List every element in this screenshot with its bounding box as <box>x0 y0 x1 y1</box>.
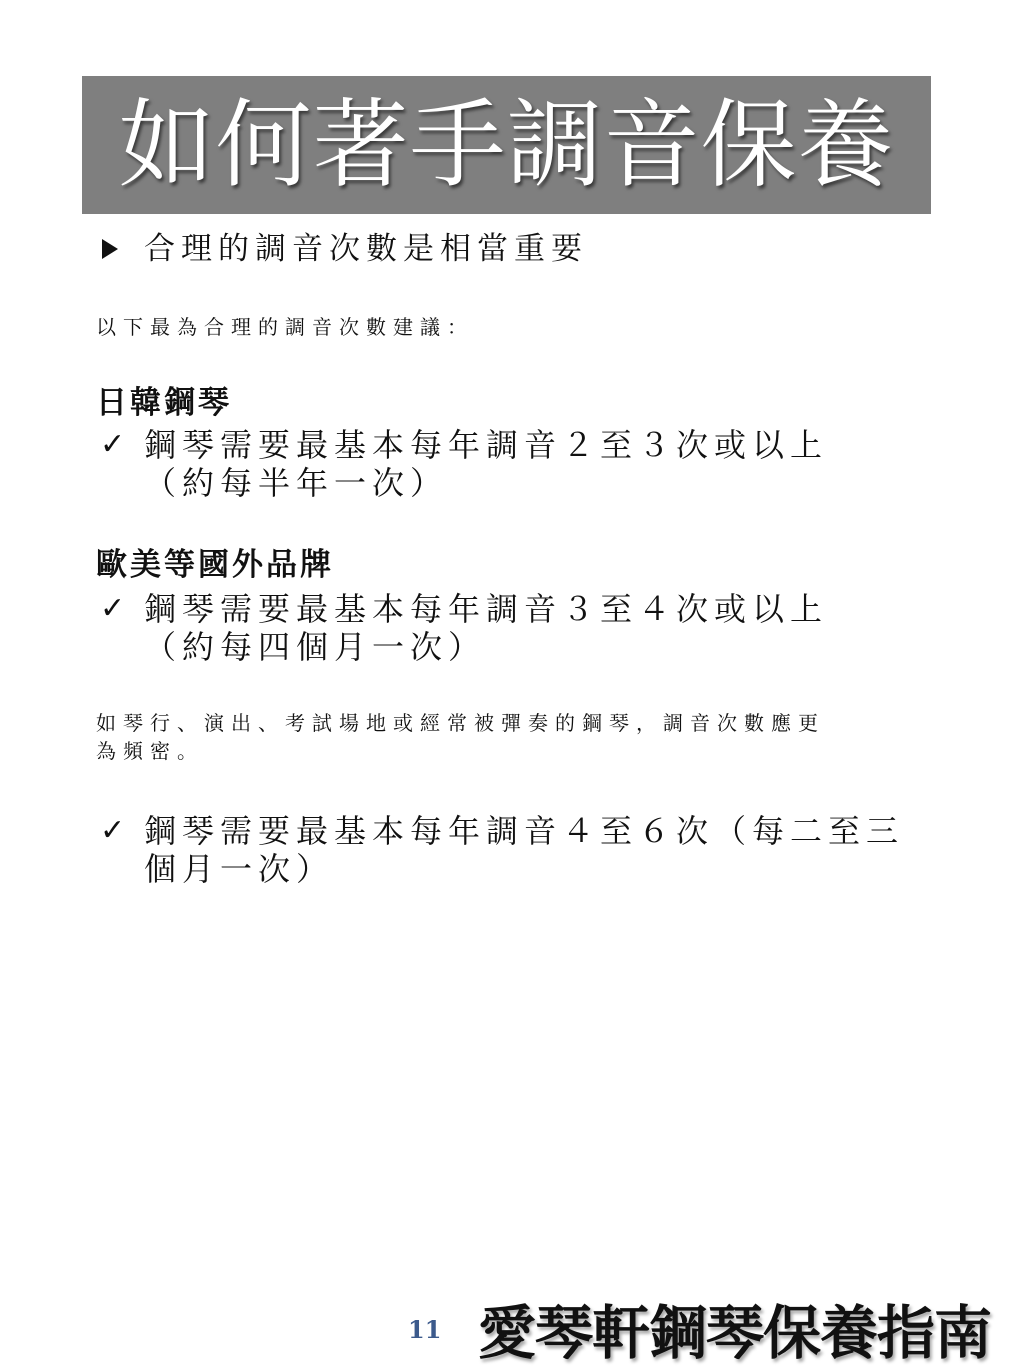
special-note-line: 為頻密。 <box>96 739 204 763</box>
check-item-japan-korea <box>100 426 900 502</box>
arrow-bullet-icon <box>102 239 118 259</box>
section-heading-western: 歐美等國外品牌 <box>96 547 334 583</box>
check-item-line: 鋼琴需要最基本每年調音２至３次或以上 <box>144 426 829 464</box>
check-icon: ✓ <box>100 591 126 626</box>
intro-bullet <box>100 231 588 267</box>
check-item-western <box>100 590 900 666</box>
check-item-special <box>100 812 980 888</box>
brand-footer: 愛琴軒鋼琴保養指南 <box>478 1299 992 1367</box>
check-item-line: （約每半年一次） <box>144 464 449 502</box>
title-banner <box>82 76 931 214</box>
special-note-line: 如琴行、演出、考試場地或經常被彈奏的鋼琴，調音次數應更 <box>96 711 825 735</box>
check-item-line: 鋼琴需要最基本每年調音３至４次或以上 <box>144 590 829 628</box>
check-item-line: （約每四個月一次） <box>144 628 487 666</box>
check-item-line: 個月一次） <box>144 850 335 888</box>
special-note <box>96 709 825 765</box>
check-icon: ✓ <box>100 813 126 848</box>
intro-note: 以下最為合理的調音次數建議： <box>96 315 474 339</box>
page-title: 如何著手調音保養 <box>118 89 895 201</box>
page-number: 11 <box>408 1315 442 1344</box>
intro-bullet-text: 合理的調音次數是相當重要 <box>144 231 588 267</box>
section-heading-japan-korea: 日韓鋼琴 <box>96 385 232 421</box>
check-icon: ✓ <box>100 427 126 462</box>
check-item-line: 鋼琴需要最基本每年調音４至６次（每二至三 <box>144 812 905 850</box>
